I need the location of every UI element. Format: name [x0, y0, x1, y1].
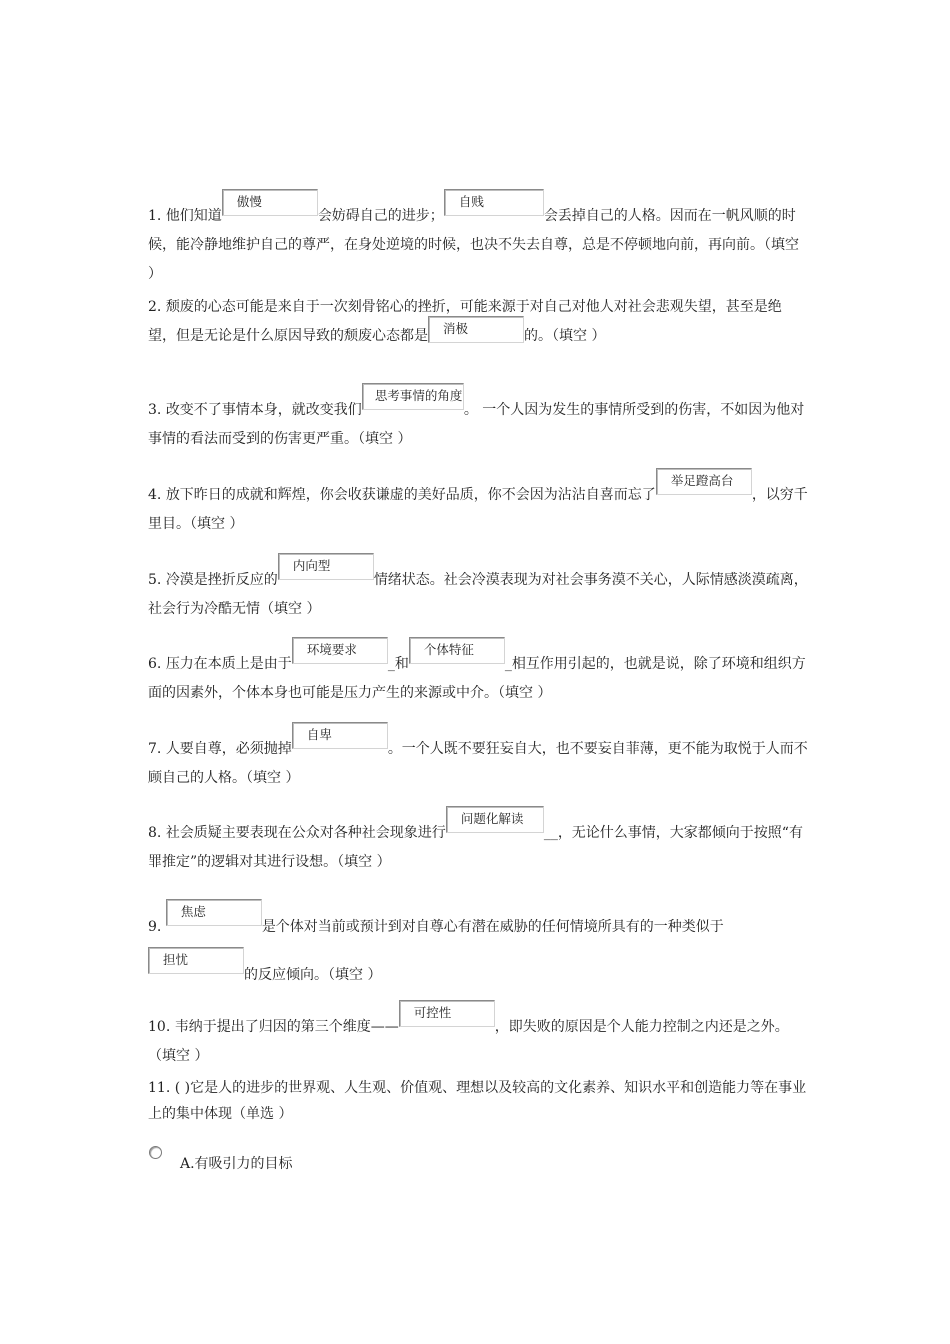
question-11 — [148, 1075, 808, 1127]
question-3 — [148, 388, 808, 454]
question-number: 10. — [148, 1019, 171, 1035]
question-text: __，无论什么事情，大家都倾向于按照“有罪推定”的逻辑对其进行设想。（填空 ） — [148, 825, 803, 870]
question-number: 2. — [148, 299, 162, 315]
question-number: 6. — [148, 656, 162, 672]
question-10 — [148, 1005, 808, 1071]
answer-field[interactable]: 问题化解读 — [446, 806, 544, 833]
question-text: 改变不了事情本身，就改变我们 — [165, 402, 362, 418]
question-text: 放下昨日的成就和辉煌，你会收获谦虚的美好品质，你不会因为沾沾自喜而忘了 — [165, 487, 656, 503]
question-text: 是个体对当前或预计到对自尊心有潜在威胁的任何情境所具有的一种类似于 — [261, 919, 724, 935]
question-text: ( )它是人的进步的世界观、人生观、价值观、理想以及较高的文化素养、知识水平和创造能力等在事业上的集中体现（单选 ） — [148, 1080, 807, 1122]
question-number: 3. — [148, 402, 162, 418]
question-number: 4. — [148, 487, 162, 503]
question-text: 情绪状态。社会冷漠表现为对社会事务漠不关心，人际情感淡漠疏离，社会行为冷酷无情（填空 ） — [148, 572, 808, 617]
question-number: 7. — [148, 741, 162, 757]
question-text: _和 — [387, 656, 409, 672]
option-a-radio[interactable] — [149, 1146, 162, 1159]
answer-field[interactable]: 自贱 — [444, 189, 544, 216]
answer-field[interactable]: 消极 — [428, 316, 524, 343]
answer-field[interactable]: 焦虑 — [166, 899, 262, 926]
question-4 — [148, 473, 808, 539]
question-9 — [148, 903, 808, 999]
question-number: 8. — [148, 825, 162, 841]
answer-field[interactable]: 个体特征 — [409, 637, 505, 664]
question-text: 韦纳于提出了归因的第三个维度—— — [174, 1019, 399, 1035]
answer-field[interactable]: 可控性 — [399, 1000, 495, 1027]
answer-field[interactable]: 思考事情的角度 — [362, 383, 464, 410]
question-5 — [148, 558, 808, 624]
question-text: 。 一个人因为发生的事情所受到的伤害，不如因为他对事情的看法而受到的伤害更严重。（填空 ） — [148, 402, 805, 447]
question-number: 1. — [148, 208, 162, 224]
question-text: 颓废的心态可能是来自于一次刻骨铭心的挫折，可能来源于对自己对他人对社会悲观失望，甚至是绝望，但是无论是什么原因导致的颓废心态都是 — [148, 299, 782, 344]
question-text: _相互作用引起的，也就是说，除了环境和组织方面的因素外，个体本身也可能是压力产生的来源或中介。（填空 ） — [148, 656, 806, 701]
question-text: 的反应倾向。（填空 ） — [244, 967, 382, 983]
question-text: 冷漠是挫折反应的 — [165, 572, 278, 588]
answer-field[interactable]: 担忧 — [148, 947, 244, 974]
question-number: 5. — [148, 572, 162, 588]
question-number: 9. — [148, 919, 162, 935]
answer-field[interactable]: 内向型 — [278, 553, 374, 580]
option-a-label: A.有吸引力的目标 — [180, 1156, 293, 1172]
question-text: 的。（填空 ） — [524, 328, 606, 344]
question-text: ，以穷千里目。（填空 ） — [148, 487, 808, 532]
answer-field[interactable]: 举足蹬高台 — [656, 468, 752, 495]
answer-field[interactable]: 傲慢 — [222, 189, 318, 216]
question-text: 。一个人既不要狂妄自大，也不要妄自菲薄，更不能为取悦于人而不顾自己的人格。（填空 ） — [148, 741, 808, 786]
question-text: 他们知道 — [165, 208, 222, 224]
question-7 — [148, 727, 808, 793]
question-text: 会妨碍自己的进步； — [317, 208, 444, 224]
question-number: 11. — [148, 1080, 171, 1096]
answer-field[interactable]: 环境要求 — [292, 637, 388, 664]
question-6 — [148, 642, 808, 708]
question-8 — [148, 811, 808, 877]
question-text: 压力在本质上是由于 — [165, 656, 292, 672]
question-2 — [148, 293, 808, 351]
answer-field[interactable]: 自卑 — [292, 722, 388, 749]
question-text: 人要自尊，必须抛掉 — [165, 741, 292, 757]
question-text: 会丢掉自己的人格。因而在一帆风顺的时候，能冷静地维护自己的尊严，在身处逆境的时候，也决不失去自尊，总是不停顿地向前，再向前。（填空 ） — [148, 208, 799, 282]
question-text: ，即失败的原因是个人能力控制之内还是之外。（填空 ） — [148, 1019, 789, 1064]
question-1 — [148, 194, 808, 289]
question-text: 社会质疑主要表现在公众对各种社会现象进行 — [165, 825, 446, 841]
